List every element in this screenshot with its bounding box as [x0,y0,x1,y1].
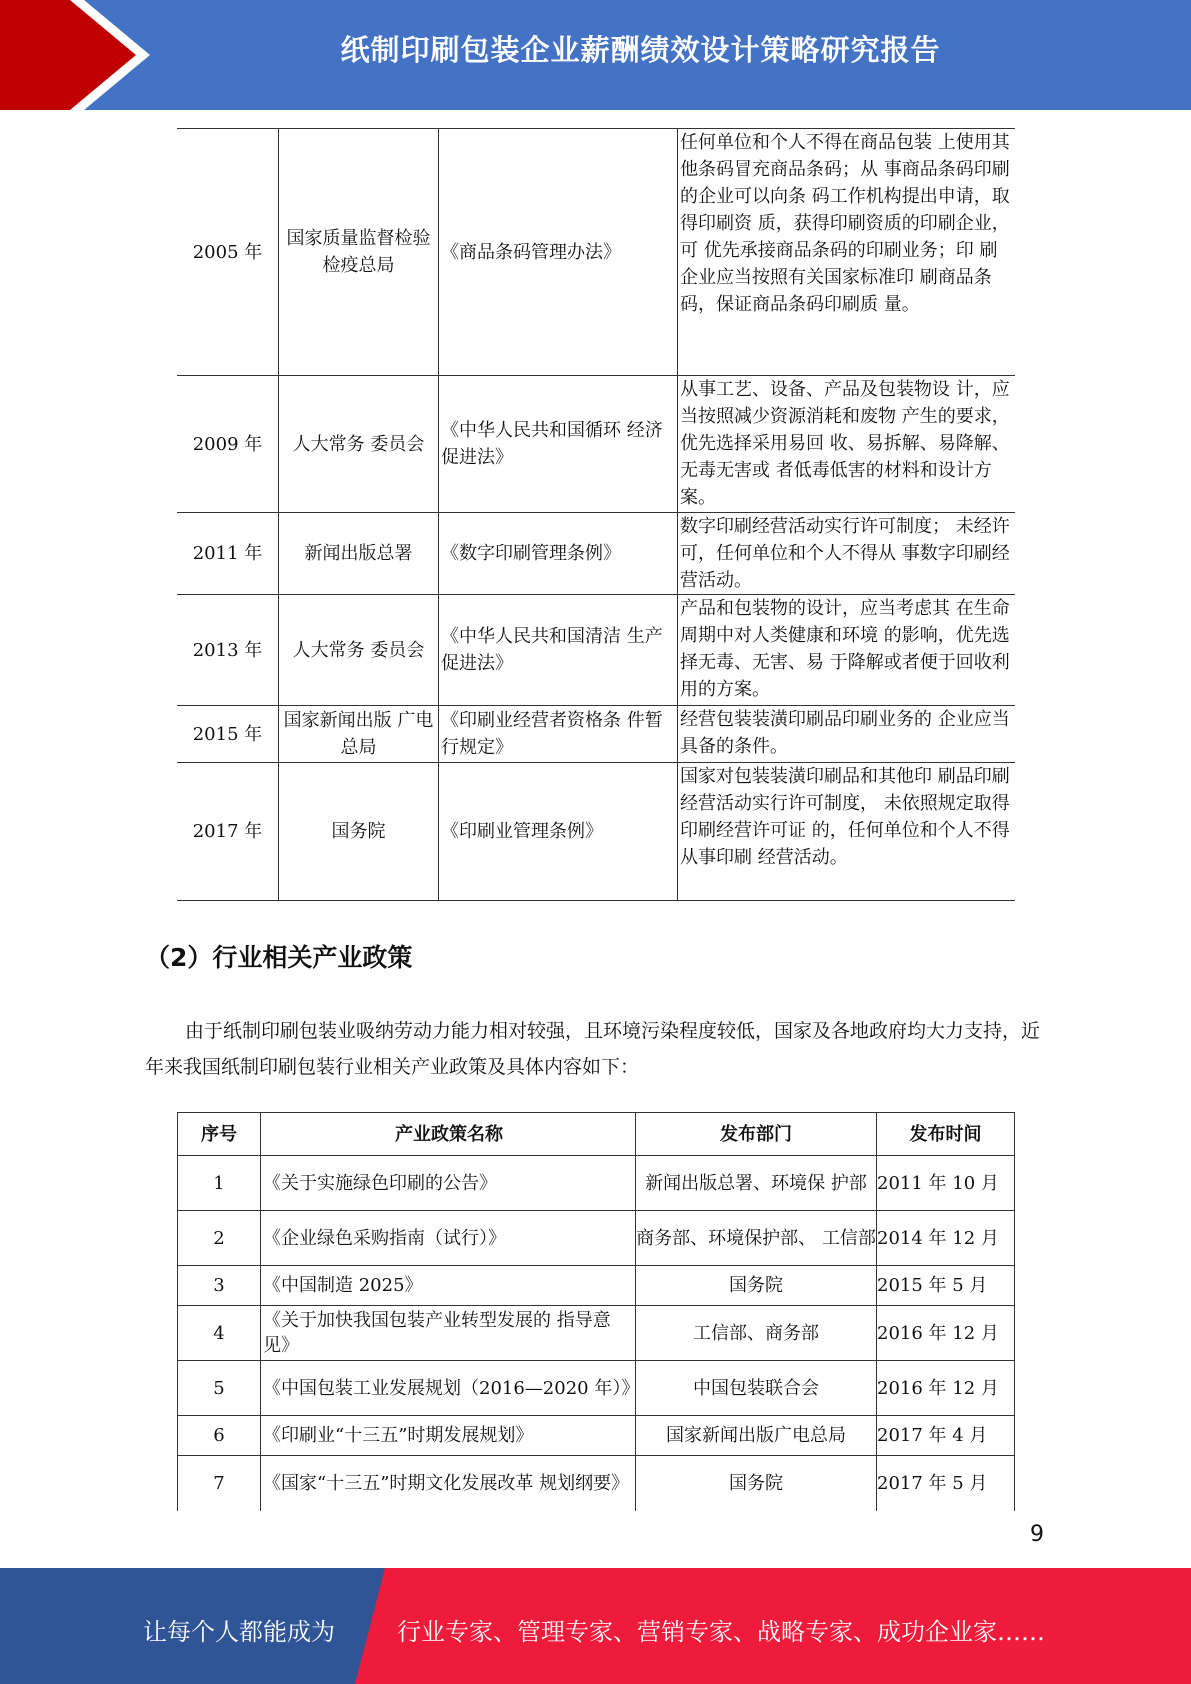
policy-dept: 中国包装联合会 [636,1361,877,1416]
law-name: 《中华人民共和国循环 经济促进法》 [439,376,678,513]
policy-time: 2017 年 5 月 [877,1456,1015,1511]
table-row [178,1416,1015,1456]
law-name: 《印刷业管理条例》 [439,763,678,901]
law-dept: 国家新闻出版 广电总局 [279,706,439,763]
law-content: 从事工艺、设备、产品及包装物设 计，应当按照减少资源消耗和废物 产生的要求，优先选择采用易回 收、易拆解、易降解、无毒无害或 者低毒低害的材料和设计方案。 [678,376,1016,513]
page-number: 9 [1030,1522,1044,1547]
table-row [177,595,1015,706]
policy-no: 7 [178,1456,261,1511]
table-row [177,513,1015,595]
law-name: 《数字印刷管理条例》 [439,513,678,595]
table-row [177,763,1015,901]
policy-dept: 国家新闻出版广电总局 [636,1416,877,1456]
table-header-row [178,1113,1015,1156]
page-header [0,0,1191,110]
law-dept: 国家质量监督检验检疫总局 [279,129,439,376]
law-year: 2011 年 [177,513,279,595]
footer-slogan-right: 行业专家、管理专家、营销专家、战略专家、成功企业家…… [397,1618,1045,1646]
policy-time: 2014 年 12 月 [877,1211,1015,1266]
table-row [178,1266,1015,1306]
table-row [178,1361,1015,1416]
policy-table [177,1112,1015,1511]
table-row [177,376,1015,513]
header-name: 产业政策名称 [261,1113,636,1156]
policy-name: 《企业绿色采购指南（试行）》 [261,1211,636,1266]
policy-name: 《关于实施绿色印刷的公告》 [261,1156,636,1211]
policy-dept: 商务部、环境保护部、 工信部 [636,1211,877,1266]
table-row [178,1306,1015,1361]
law-dept: 人大常务 委员会 [279,376,439,513]
policy-no: 6 [178,1416,261,1456]
page-footer [0,1568,1191,1684]
law-content: 任何单位和个人不得在商品包装 上使用其他条码冒充商品条码；从 事商品条码印刷的企业可以向条 码工作机构提出申请，取得印刷资 质，获得印刷资质的印刷企业，可 优先承接商品条码的印刷业务；印 刷企业应当按照有关国家标准印 刷商品条码，保证商品条码印刷质 量。 [678,129,1016,376]
footer-slogan-left: 让每个人都能成为 [143,1618,335,1646]
policy-no: 2 [178,1211,261,1266]
policy-no: 1 [178,1156,261,1211]
policy-name: 《中国制造 2025》 [261,1266,636,1306]
policy-name: 《中国包装工业发展规划（2016—2020 年）》 [261,1361,636,1416]
table-row [178,1211,1015,1266]
law-content: 经营包装装潢印刷品印刷业务的 企业应当具备的条件。 [678,706,1016,763]
policy-no: 4 [178,1306,261,1361]
policy-name: 《印刷业“十三五”时期发展规划》 [261,1416,636,1456]
policy-time: 2015 年 5 月 [877,1266,1015,1306]
law-content: 数字印刷经营活动实行许可制度； 未经许可，任何单位和个人不得从 事数字印刷经营活动。 [678,513,1016,595]
policy-dept: 国务院 [636,1266,877,1306]
header-time: 发布时间 [877,1113,1015,1156]
law-year: 2009 年 [177,376,279,513]
policy-name: 《国家“十三五”时期文化发展改革 规划纲要》 [261,1456,636,1511]
policy-no: 5 [178,1361,261,1416]
table-row [178,1156,1015,1211]
law-content: 产品和包装物的设计，应当考虑其 在生命周期中对人类健康和环境 的影响，优先选择无毒、无害、易 于降解或者便于回收利用的方案。 [678,595,1016,706]
policy-time: 2017 年 4 月 [877,1416,1015,1456]
table-row [177,706,1015,763]
report-title: 纸制印刷包装企业薪酬绩效设计策略研究报告 [340,33,941,67]
law-name: 《中华人民共和国清洁 生产促进法》 [439,595,678,706]
table-row [178,1456,1015,1511]
policy-dept: 国务院 [636,1456,877,1511]
law-table [177,128,1015,901]
law-dept: 新闻出版总署 [279,513,439,595]
policy-name: 《关于加快我国包装产业转型发展的 指导意见》 [261,1306,636,1361]
section-heading: （2）行业相关产业政策 [145,943,413,972]
policy-time: 2011 年 10 月 [877,1156,1015,1211]
law-year: 2005 年 [177,129,279,376]
table-row [177,129,1015,376]
header-dept: 发布部门 [636,1113,877,1156]
law-dept: 国务院 [279,763,439,901]
law-year: 2013 年 [177,595,279,706]
policy-no: 3 [178,1266,261,1306]
law-year: 2017 年 [177,763,279,901]
law-content: 国家对包装装潢印刷品和其他印 刷品印刷经营活动实行许可制度， 未依照规定取得印刷经营许可证 的，任何单位和个人不得从事印刷 经营活动。 [678,763,1016,901]
policy-dept: 工信部、商务部 [636,1306,877,1361]
law-name: 《商品条码管理办法》 [439,129,678,376]
policy-time: 2016 年 12 月 [877,1306,1015,1361]
header-no: 序号 [178,1113,261,1156]
law-dept: 人大常务 委员会 [279,595,439,706]
policy-dept: 新闻出版总署、环境保 护部 [636,1156,877,1211]
policy-time: 2016 年 12 月 [877,1361,1015,1416]
law-year: 2015 年 [177,706,279,763]
law-name: 《印刷业经营者资格条 件暂行规定》 [439,706,678,763]
section-paragraph: 由于纸制印刷包装业吸纳劳动力能力相对较强，且环境污染程度较低，国家及各地政府均大力支持，近年来我国纸制印刷包装行业相关产业政策及具体内容如下： [145,1020,1041,1078]
